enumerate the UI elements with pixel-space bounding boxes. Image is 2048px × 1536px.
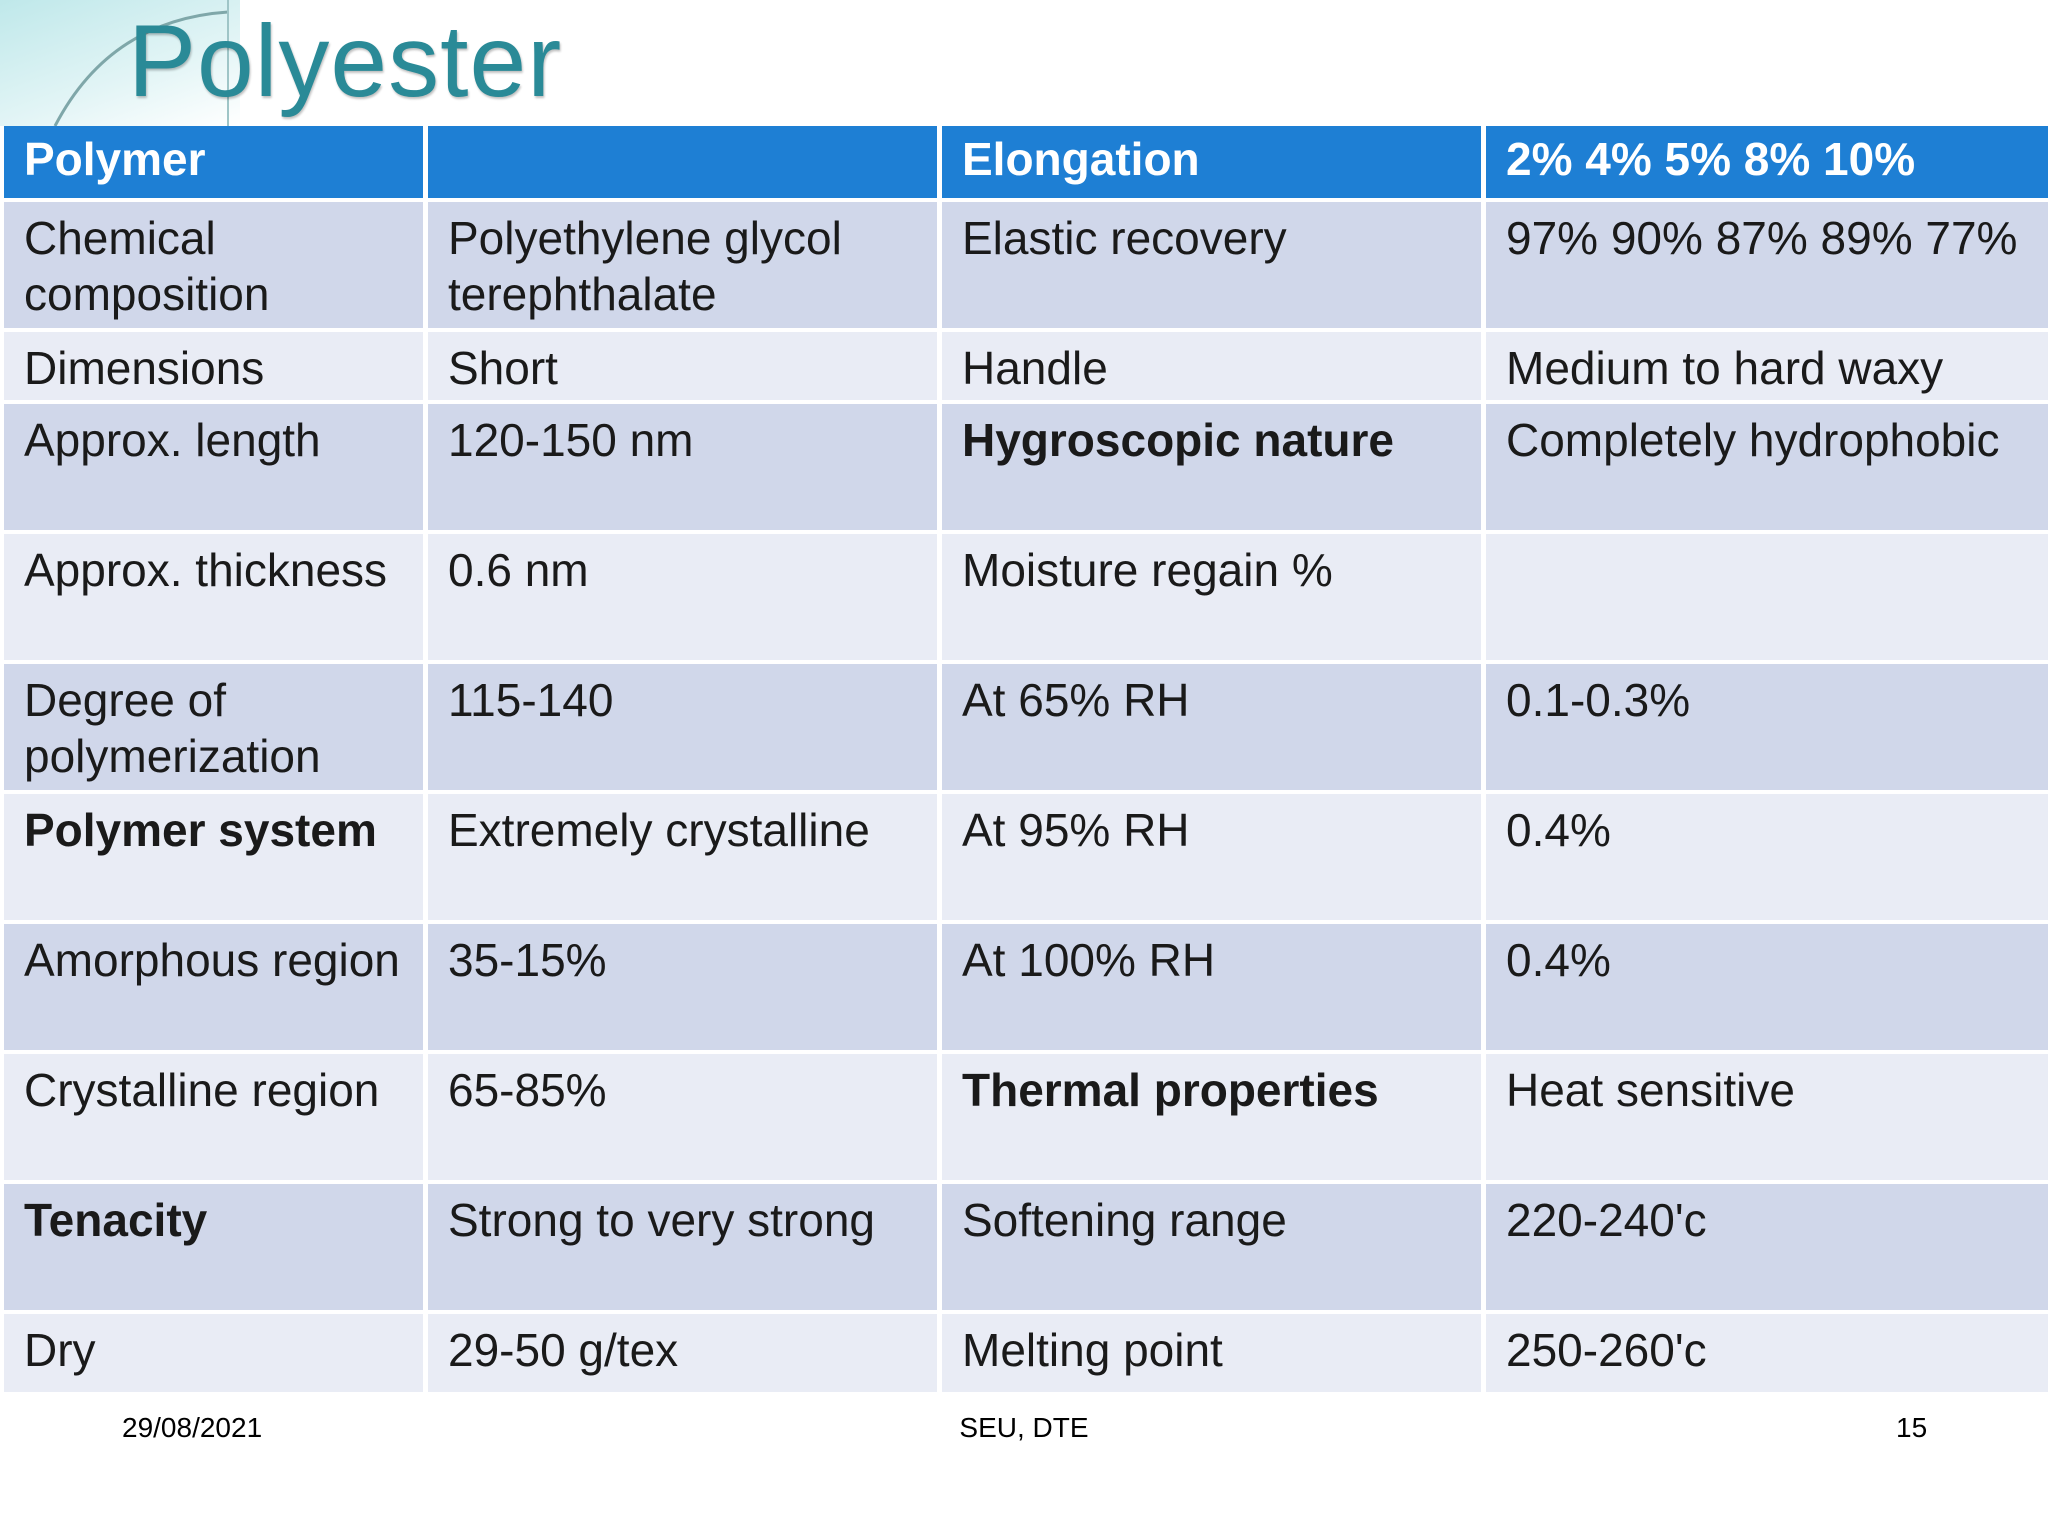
table-row — [4, 332, 2048, 404]
footer-date: 29/08/2021 — [122, 1412, 263, 1443]
table-row — [4, 1184, 2048, 1314]
slide-title: Polyester — [128, 4, 563, 118]
properties-table — [4, 126, 2048, 1396]
table-cell: Amorphous region — [4, 924, 428, 1054]
table-cell: Heat sensitive — [1486, 1054, 2048, 1184]
table-row — [4, 534, 2048, 664]
table-cell: Chemical composition — [4, 202, 428, 332]
table-row — [4, 404, 2048, 534]
table-cell — [1486, 534, 2048, 664]
table-cell: 0.1-0.3% — [1486, 664, 2048, 794]
table-body — [4, 202, 2048, 1396]
table-row — [4, 202, 2048, 332]
page-number: 15 — [1896, 1412, 1928, 1443]
header-cell: 2% 4% 5% 8% 10% — [1486, 126, 2048, 202]
table-cell: Tenacity — [4, 1184, 428, 1314]
table-cell: 0.4% — [1486, 794, 2048, 924]
table-cell: 115-140 — [428, 664, 942, 794]
table-cell: Approx. thickness — [4, 534, 428, 664]
table-row — [4, 1054, 2048, 1184]
table-row — [4, 664, 2048, 794]
table-cell: 0.4% — [1486, 924, 2048, 1054]
table-row — [4, 1314, 2048, 1396]
table-cell: 250-260'c — [1486, 1314, 2048, 1396]
table-cell: 0.6 nm — [428, 534, 942, 664]
table-cell: Crystalline region — [4, 1054, 428, 1184]
table-cell: Strong to very strong — [428, 1184, 942, 1314]
table-cell: Polymer system — [4, 794, 428, 924]
table-cell: 220-240'c — [1486, 1184, 2048, 1314]
table-cell: Dimensions — [4, 332, 428, 404]
header-cell — [428, 126, 942, 202]
table-cell: Hygroscopic nature — [942, 404, 1486, 534]
table-cell: Dry — [4, 1314, 428, 1396]
table-cell: Short — [428, 332, 942, 404]
table-row — [4, 924, 2048, 1054]
footer-center: SEU, DTE — [959, 1412, 1089, 1443]
table-cell: Melting point — [942, 1314, 1486, 1396]
table-cell: Medium to hard waxy — [1486, 332, 2048, 404]
table-header-row — [4, 126, 2048, 202]
table-cell: At 95% RH — [942, 794, 1486, 924]
table-cell: Degree of polymerization — [4, 664, 428, 794]
table-cell: At 65% RH — [942, 664, 1486, 794]
table-cell: 29-50 g/tex — [428, 1314, 942, 1396]
header-cell: Elongation — [942, 126, 1486, 202]
table-cell: Thermal properties — [942, 1054, 1486, 1184]
table-cell: Polyethylene glycol terephthalate — [428, 202, 942, 332]
table-cell: 120-150 nm — [428, 404, 942, 534]
table-row — [4, 794, 2048, 924]
table-cell: Moisture regain % — [942, 534, 1486, 664]
table-cell: At 100% RH — [942, 924, 1486, 1054]
table-cell: 97% 90% 87% 89% 77% — [1486, 202, 2048, 332]
table-cell: Approx. length — [4, 404, 428, 534]
table-cell: 35-15% — [428, 924, 942, 1054]
table-cell: Softening range — [942, 1184, 1486, 1314]
header-cell: Polymer — [4, 126, 428, 202]
table-cell: Elastic recovery — [942, 202, 1486, 332]
table-cell: Completely hydrophobic — [1486, 404, 2048, 534]
table-cell: Handle — [942, 332, 1486, 404]
table-cell: Extremely crystalline — [428, 794, 942, 924]
table-cell: 65-85% — [428, 1054, 942, 1184]
